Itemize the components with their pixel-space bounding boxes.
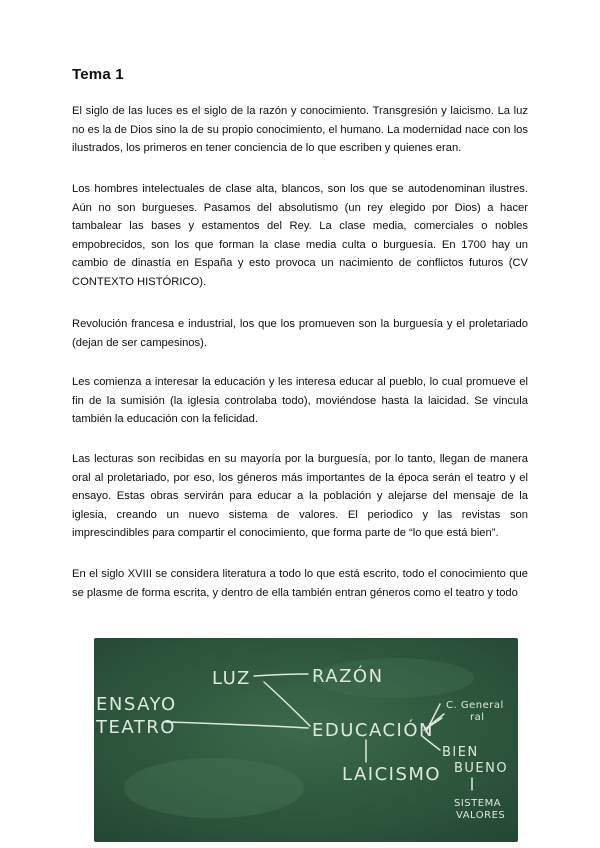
chalk-word-educacion: EDUCACIÓN bbox=[312, 720, 434, 741]
chalk-word-valores: VALORES bbox=[456, 810, 506, 821]
chalk-word-teatro: TEATRO bbox=[96, 717, 176, 738]
chalk-word-c-general: C. General bbox=[446, 700, 504, 711]
document-title: Tema 1 bbox=[72, 66, 124, 83]
chalk-word-bueno: BUENO bbox=[454, 761, 509, 776]
chalk-smudge bbox=[124, 758, 304, 818]
paragraph-6: En el siglo XVIII se considera literatura a todo lo que está escrito, todo el conocimiento que se plasme de forma escrita, y dentro de ella también entran géneros como el teatro y todo bbox=[72, 568, 528, 599]
paragraph-1: El siglo de las luces es el siglo de la razón y conocimiento. Transgresión y laicismo. La luz no es la de Dios sino la de su propio conocimiento, el humano. La modernidad nace con los ilustrados, los primeros en tener conciencia de lo que escriben y quienes eran. bbox=[72, 105, 528, 155]
chalkboard-drawing bbox=[94, 638, 518, 842]
paragraph-5: Las lecturas son recibidas en su mayoría por la burguesía, por lo tanto, llegan de manera oral al proletariado, por eso, los géneros más importantes de la época serán el teatro y el ensayo. Estas obras servirán para educar a la población y alejarse del mensaje de la iglesia, creando un nuevo sistema de valores. El periodico y las revistas son imprescindibles para compartir el conocimiento, que forma parte de “lo que está bien”. bbox=[72, 453, 528, 540]
chalk-word-c-general-2: ral bbox=[470, 712, 485, 723]
chalk-word-razon: RAZÓN bbox=[312, 666, 384, 687]
paragraph-4: Les comienza a interesar la educación y les interesa educar al pueblo, lo cual promueve el fin de la sumisión (la iglesia controlaba todo), moviéndose hasta la laicidad. Se vincula también la educación con la felicidad. bbox=[72, 376, 528, 426]
chalk-word-sistema: SISTEMA bbox=[454, 798, 502, 809]
chalk-word-ensayo: ENSAYO bbox=[96, 694, 177, 715]
chalk-word-laicismo: LAICISMO bbox=[342, 764, 442, 785]
paragraph-2: Los hombres intelectuales de clase alta, blancos, son los que se autodenominan ilustres. Aún no son burgueses. Pasamos del absolutismo (un rey elegido por Dios) a hacer tambalear las bases y estamentos del Rey. La clase media, comerciales o nobles empobrecidos, son los que forman la clase media culta o burguesía. En 1700 hay un cambio de dinastía en España y esto provoca un nacimiento de conflictos futuros (CV CONTEXTO HISTÓRICO). bbox=[72, 183, 528, 288]
chalkboard-photo bbox=[94, 638, 518, 842]
paragraph-3: Revolución francesa e industrial, los que los promueven son la burguesía y el proletariado (dejan de ser campesinos). bbox=[72, 318, 528, 349]
chalk-word-bien: BIEN bbox=[442, 745, 479, 760]
chalk-word-luz: LUZ bbox=[212, 668, 251, 689]
